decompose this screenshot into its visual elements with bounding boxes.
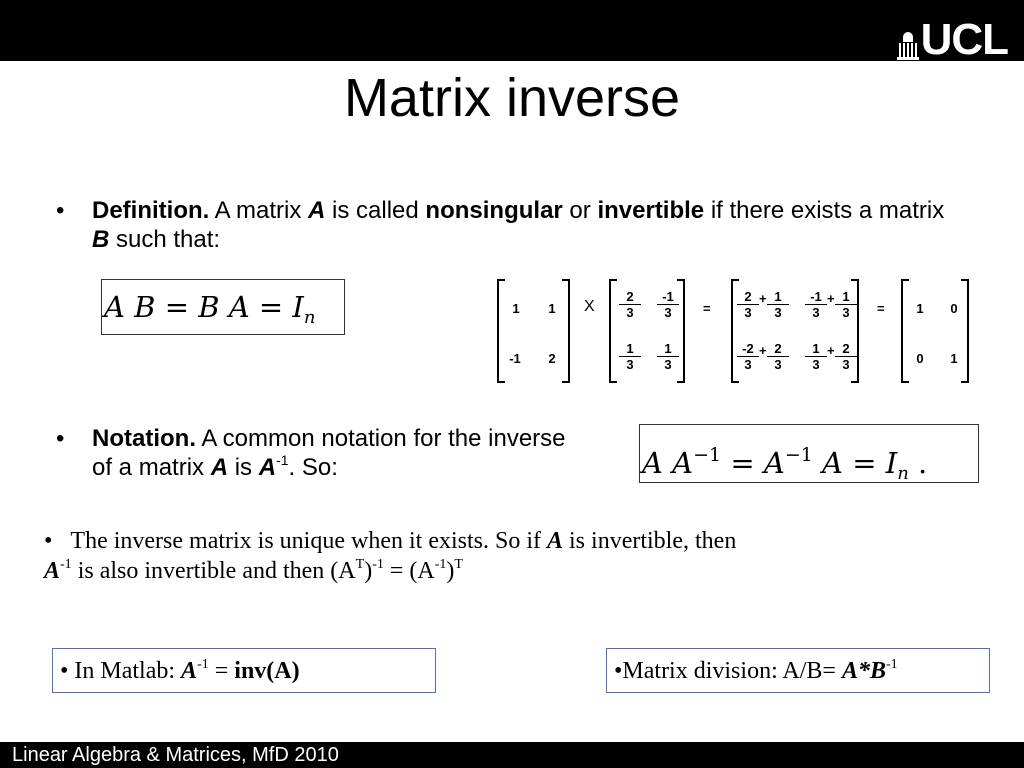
matrix-cell: 1 [950, 351, 958, 366]
bullet-icon: • [56, 425, 65, 452]
definition-bullet: • Definition. A matrix A is called nonsingular or invertible if there exists a matrix B such that: [56, 197, 945, 253]
matrix-product-expanded: $\frac{2}{3}$ + $\frac{1}{3}$ $\frac{-1}{3}$ + $\frac{1}{3}$ $\frac{-2}{3}$ + $\frac{2}{3}$ $\frac{1}{3}$ + $\frac{2}{3}$ [731, 279, 859, 383]
fraction: $\frac{2}{3}$ [619, 289, 641, 320]
fraction: $\frac{-1}{3}$ [657, 289, 679, 320]
fraction: $\frac{2}{3}$ [767, 341, 789, 372]
footer: Linear Algebra & Matrices, MfD 2010 [0, 742, 1024, 768]
inverse-notation-formula: A $A^{-1} = A^{-1}$ $A = I_n$ . [639, 424, 979, 483]
multiply-symbol: X [584, 298, 595, 315]
logo-text: UCL [920, 15, 1008, 64]
matrix-cell: -1 [509, 351, 521, 366]
definition-lead: Definition. [92, 197, 210, 224]
matrix-division-box: •Matrix division: $A/B= A*B^{-1}$ [606, 648, 990, 693]
ucl-logo [897, 15, 1008, 64]
equals-symbol: = [877, 301, 885, 316]
matrix-cell: 0 [950, 301, 958, 316]
matrix-cell: 2 [548, 351, 556, 366]
portico-icon [897, 32, 919, 60]
fraction: $\frac{1}{3}$ [805, 341, 827, 372]
matrix-cell: 1 [548, 301, 556, 316]
fraction: $\frac{-1}{3}$ [805, 289, 827, 320]
uniqueness-line-1: • The inverse matrix is unique when it exists. So if A is invertible, then [44, 528, 737, 554]
matlab-inverse-box: • In Matlab: $A^{-1} = inv(A)$ [52, 648, 436, 693]
fraction: $\frac{2}{3}$ [737, 289, 759, 320]
fraction: $\frac{-2}{3}$ [737, 341, 759, 372]
bullet-icon: • [44, 528, 53, 554]
equals-symbol: = [703, 301, 711, 316]
bullet-icon: • [56, 197, 65, 224]
fraction: $\frac{2}{3}$ [835, 341, 857, 372]
top-bar [0, 0, 1024, 64]
fraction: $\frac{1}{3}$ [657, 341, 679, 372]
fraction: $\frac{1}{3}$ [835, 289, 857, 320]
matrix-cell: 0 [916, 351, 924, 366]
matrix-cell: 1 [512, 301, 520, 316]
slide-title: Matrix inverse [343, 68, 681, 128]
uniqueness-line-2: $A^{-1}$ is also invertible and then $(A^T)^{-1} = (A^{-1})^T$ [44, 557, 463, 584]
matlab-command: inv(A) [234, 658, 300, 684]
inverse-definition-formula: A B = B $A = I_n$ [101, 279, 345, 335]
fraction: $\frac{1}{3}$ [767, 289, 789, 320]
matrix-cell: 1 [916, 301, 924, 316]
identity-matrix [901, 279, 969, 383]
matrix-a [497, 279, 570, 383]
fraction: $\frac{1}{3}$ [619, 341, 641, 372]
matrix-b [609, 279, 685, 383]
notation-lead: Notation. [92, 425, 196, 452]
notation-bullet: • Notation. A common notation for the inverse of a matrix A is $A^{-1}$. So: [56, 425, 566, 481]
